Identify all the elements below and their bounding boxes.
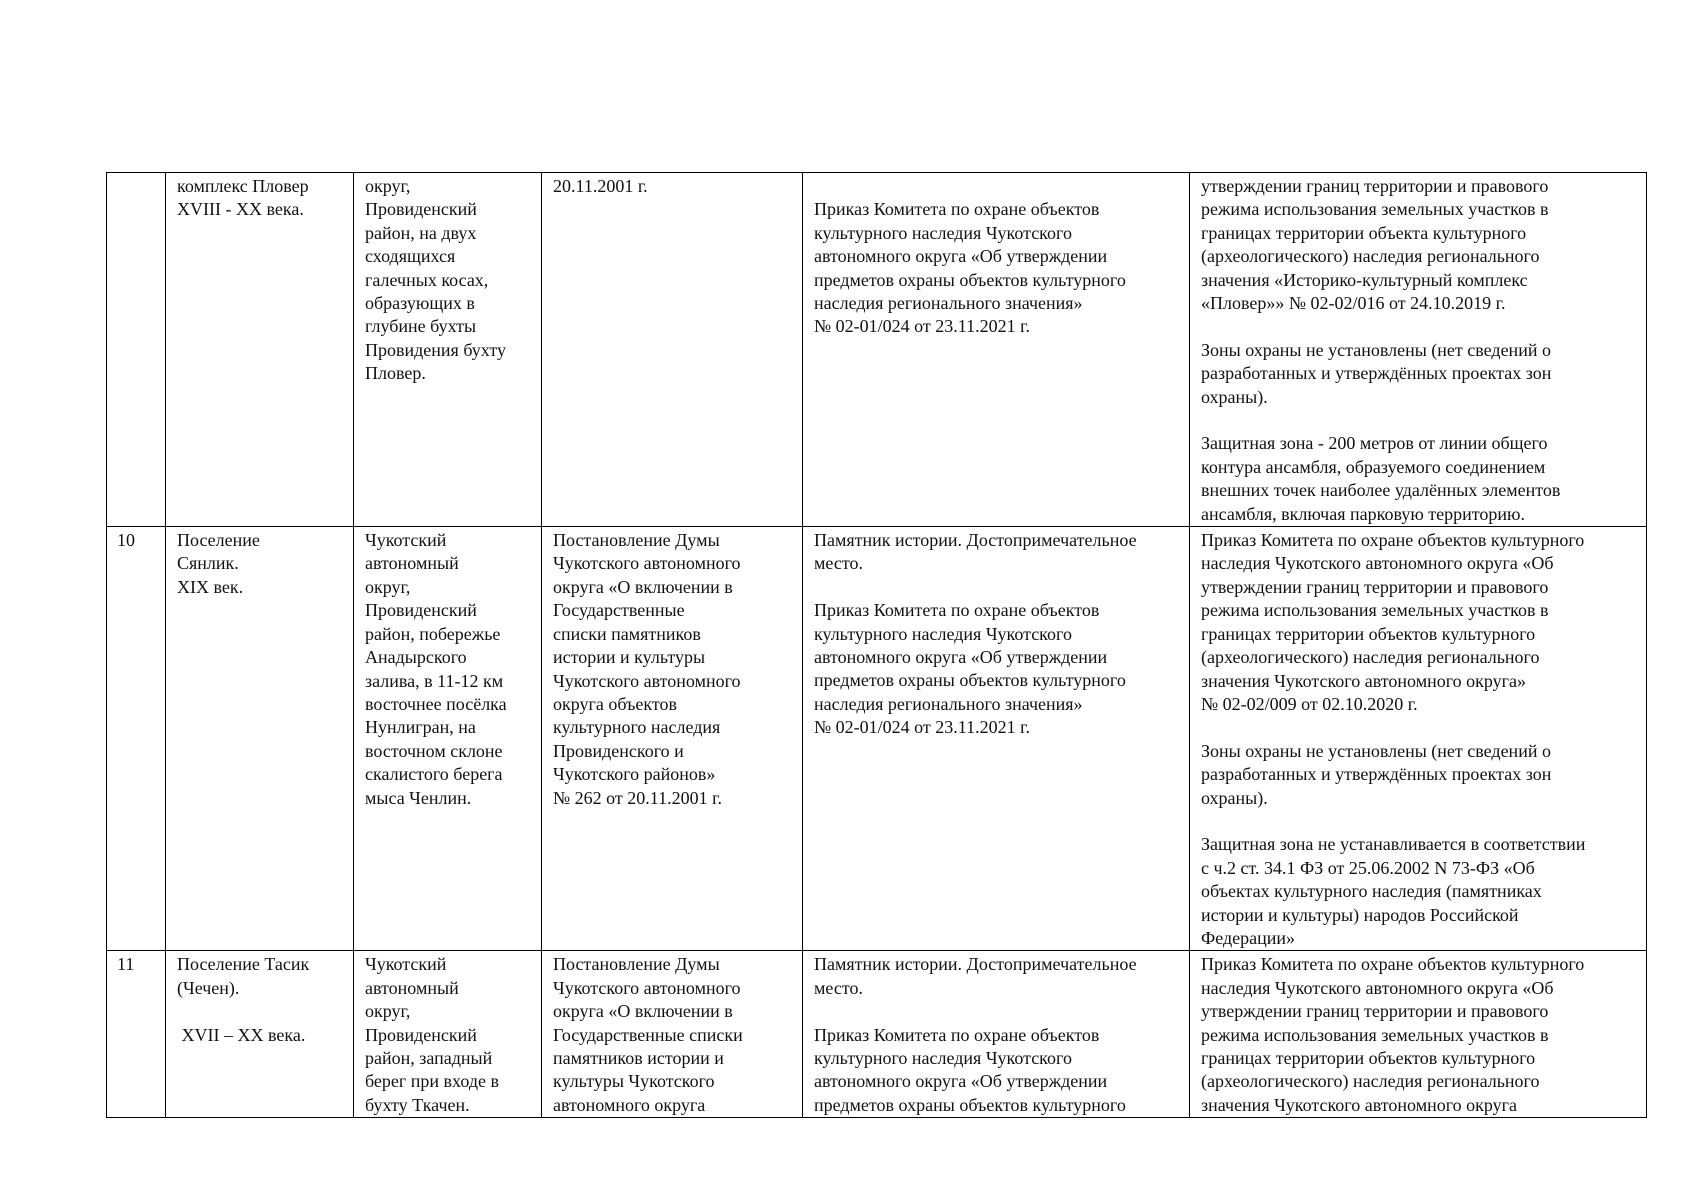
protective-zone: Защитная зона - 200 метров от линии общего контура ансамбля, образуемого соединением внешних точек наиболее удалённых элементов ансамбля, включая парковую территорию. (1201, 433, 1561, 524)
protection-zones: Зоны охраны не установлены (нет сведений о разработанных и утверждённых проектах зон охраны). (1201, 740, 1552, 808)
decree-cell: 20.11.2001 г. (542, 173, 803, 527)
row-number-cell: 11 (107, 951, 166, 1118)
category-cell (803, 527, 1190, 951)
table-row (107, 951, 1647, 1118)
category-type: Памятник истории. Достопримечательное место. (814, 954, 1137, 998)
object-era: XIX век. (177, 576, 244, 597)
boundaries-cell (1190, 951, 1647, 1118)
category-order: Приказ Комитета по охране объектов культурного наследия Чукотского автономного округа «Об утверждении предметов охраны объектов культурного (814, 1024, 1126, 1115)
heritage-register-table (106, 172, 1647, 1118)
decree-cell: Постановление Думы Чукотского автономного округа «О включении в Государственные списки памятников истории и культуры Чукотского автономного округа объектов культурного наследия Провиденского и Чукотского районов» № 262 от 20.11.2001 г. (542, 527, 803, 951)
boundaries-order: утверждении границ территории и правового режима использования земельных участков в границах территории объекта культурного (археологического) наследия регионального значения «Историко-культурный комплекс «Пловер»» № 02-02/016 от 24.10.2019 г. (1201, 176, 1549, 314)
protective-zone: Защитная зона не устанавливается в соответствии с ч.2 ст. 34.1 ФЗ от 25.06.2002 N 73-ФЗ «Об объектах культурного наследия (памятниках истории и культуры) народов Российской Федерации» (1201, 834, 1586, 948)
category-cell (803, 951, 1190, 1118)
boundaries-order: Приказ Комитета по охране объектов культурного наследия Чукотского автономного округа «Об утверждении границ территории и правового режима использования земельных участков в границах территории объектов культурного (археологического) наследия регионального значения Чукотского автономного округа» № 02-02/009 от 02.10.2020 г. (1201, 530, 1585, 714)
decree-cell: Постановление Думы Чукотского автономного округа «О включении в Государственные списки памятников истории и культуры Чукотского автономного округа (542, 951, 803, 1118)
object-era: XVIII - XX века. (177, 199, 304, 220)
location-cell: Чукотский автономный округ, Провиденский район, побережье Анадырского залива, в 11-12 км восточнее посёлка Нунлигран, на восточном склоне скалистого берега мыса Ченлин. (354, 527, 542, 951)
table-row (107, 173, 1647, 527)
boundaries-cell (1190, 527, 1647, 951)
object-name: комплекс Пловер (177, 176, 309, 196)
location-cell: округ, Провиденский район, на двух сходящихся галечных косах, образующих в глубине бухты Провидения бухту Пловер. (354, 173, 542, 527)
row-number-cell: 10 (107, 527, 166, 951)
object-name: Поселение Тасик (Чечен). (177, 954, 310, 998)
object-era: XVII – XX века. (177, 1024, 306, 1045)
boundaries-cell (1190, 173, 1647, 527)
table-row (107, 527, 1647, 951)
category-order: Приказ Комитета по охране объектов культурного наследия Чукотского автономного округа «Об утверждении предметов охраны объектов культурного наследия регионального значения» № 02-01/024 от 23.11.2021 г. (814, 600, 1126, 738)
object-name-cell (166, 951, 354, 1118)
object-name: Поселение Сянлик. (177, 530, 260, 574)
category-cell (803, 173, 1190, 527)
protection-zones: Зоны охраны не установлены (нет сведений о разработанных и утверждённых проектах зон охраны). (1201, 339, 1552, 407)
category-order: Приказ Комитета по охране объектов культурного наследия Чукотского автономного округа «Об утверждении предметов охраны объектов культурного наследия регионального значения» № 02-01/024 от 23.11.2021 г. (814, 199, 1126, 337)
object-name-cell (166, 173, 354, 527)
object-name-cell (166, 527, 354, 951)
category-type: Памятник истории. Достопримечательное место. (814, 530, 1137, 574)
boundaries-order: Приказ Комитета по охране объектов культурного наследия Чукотского автономного округа «Об утверждении границ территории и правового режима использования земельных участков в границах территории объектов культурного (археологического) наследия регионального значения Чукотского автономного округа (1201, 954, 1585, 1115)
row-number-cell (107, 173, 166, 527)
location-cell: Чукотский автономный округ, Провиденский район, западный берег при входе в бухту Ткачен. (354, 951, 542, 1118)
